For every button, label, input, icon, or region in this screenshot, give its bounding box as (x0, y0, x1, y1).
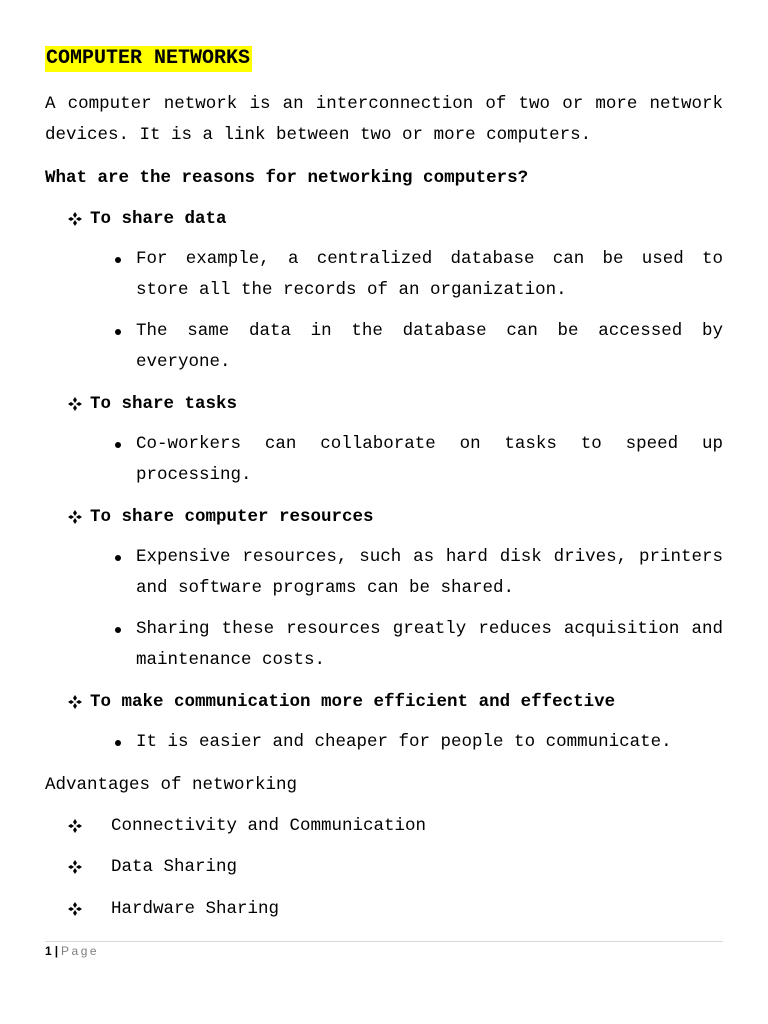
reason-heading-label: To share data (90, 209, 227, 229)
bullet-dot-icon (112, 727, 136, 758)
reason-heading-label: To share computer resources (90, 507, 374, 527)
bullet-text: For example, a centralized database can be used to store all the records of an organization. (136, 249, 723, 300)
advantage-item (68, 815, 426, 837)
intro-paragraph: A computer network is an interconnection of two or more network devices. It is a link between two or more computers. (45, 94, 723, 145)
bullet-dot-icon (112, 429, 136, 491)
four-diamond-icon (68, 510, 82, 524)
list-item (112, 727, 723, 758)
four-diamond-icon (68, 397, 82, 411)
reason-heading-label: To make communication more efficient and effective (90, 692, 616, 712)
advantage-item (68, 856, 237, 878)
reason-heading-label: To share tasks (90, 394, 238, 414)
page-footer (45, 943, 99, 959)
bullet-text: It is easier and cheaper for people to communicate. (136, 732, 672, 752)
bullet-text: The same data in the database can be accessed by everyone. (136, 321, 723, 372)
four-diamond-icon (68, 819, 82, 833)
bullet-text: Co-workers can collaborate on tasks to speed up processing. (136, 434, 723, 485)
advantage-label: Data Sharing (111, 857, 238, 877)
reasons-question: What are the reasons for networking computers? (45, 168, 529, 188)
four-diamond-icon (68, 695, 82, 709)
reason-heading-share-tasks (68, 393, 237, 415)
list-item (112, 316, 723, 378)
reason-heading-share-resources (68, 506, 374, 528)
four-diamond-icon (68, 902, 82, 916)
advantages-heading: Advantages of networking (45, 775, 298, 795)
page-label: Page (61, 944, 100, 958)
advantage-item (68, 898, 279, 920)
four-diamond-icon (68, 212, 82, 226)
bullet-dot-icon (112, 542, 136, 604)
bullet-text: Expensive resources, such as hard disk drives, printers and software programs can be shared. (136, 547, 723, 598)
list-item (112, 614, 723, 676)
reason-heading-communication (68, 691, 615, 713)
reason-heading-share-data (68, 208, 227, 230)
footer-divider (45, 941, 723, 942)
bullet-dot-icon (112, 614, 136, 676)
list-item (112, 429, 723, 491)
list-item (112, 244, 723, 306)
page-number: 1 (45, 944, 52, 958)
footer-separator: | (54, 944, 59, 958)
list-item (112, 542, 723, 604)
document-title-wrapper (45, 46, 252, 72)
four-diamond-icon (68, 860, 82, 874)
bullet-dot-icon (112, 244, 136, 306)
advantage-label: Connectivity and Communication (111, 816, 427, 836)
bullet-text: Sharing these resources greatly reduces acquisition and maintenance costs. (136, 619, 723, 670)
bullet-dot-icon (112, 316, 136, 378)
advantage-label: Hardware Sharing (111, 899, 280, 919)
document-title: COMPUTER NETWORKS (46, 47, 251, 70)
